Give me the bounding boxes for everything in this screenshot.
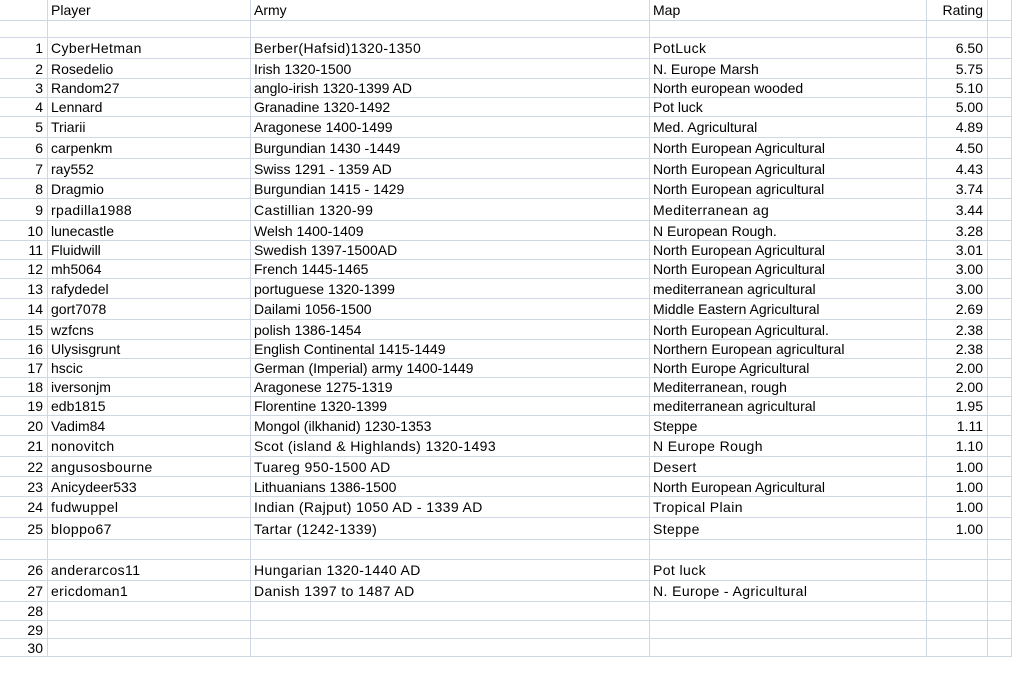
rating-cell[interactable]: 1.11 xyxy=(927,416,988,436)
table-row xyxy=(0,560,1012,581)
army-cell[interactable]: Tuareg 950-1500 AD xyxy=(251,457,650,477)
row-number[interactable]: 27 xyxy=(0,581,48,602)
rating-cell[interactable]: 5.10 xyxy=(927,79,988,98)
header-rating[interactable]: Rating xyxy=(927,0,988,21)
row-number[interactable] xyxy=(0,21,48,38)
empty-cell[interactable] xyxy=(988,477,1012,497)
army-cell[interactable]: Burgundian 1415 - 1429 xyxy=(251,179,650,199)
rating-cell[interactable]: 1.00 xyxy=(927,457,988,477)
army-cell[interactable]: Lithuanians 1386-1500 xyxy=(251,477,650,497)
map-cell[interactable]: Med. Agricultural xyxy=(650,117,927,138)
army-cell[interactable] xyxy=(251,602,650,621)
player-cell[interactable]: Fluidwill xyxy=(48,241,251,260)
map-cell[interactable]: Tropical Plain xyxy=(650,497,927,518)
rating-cell[interactable]: 1.10 xyxy=(927,436,988,457)
empty-cell[interactable] xyxy=(988,79,1012,98)
player-cell[interactable]: hscic xyxy=(48,359,251,378)
player-cell[interactable]: iversonjm xyxy=(48,378,251,397)
army-cell[interactable]: Aragonese 1400-1499 xyxy=(251,117,650,138)
player-cell[interactable]: Triarii xyxy=(48,117,251,138)
row-number[interactable]: 26 xyxy=(0,560,48,581)
army-cell[interactable]: Florentine 1320-1399 xyxy=(251,397,650,416)
map-cell[interactable]: Desert xyxy=(650,457,927,477)
row-number[interactable]: 12 xyxy=(0,260,48,279)
map-cell[interactable]: N. Europe Marsh xyxy=(650,59,927,79)
empty-cell[interactable] xyxy=(988,299,1012,320)
row-number[interactable]: 23 xyxy=(0,477,48,497)
map-cell[interactable]: Pot luck xyxy=(650,98,927,117)
table-row xyxy=(0,21,1012,38)
row-number[interactable]: 16 xyxy=(0,340,48,359)
map-cell[interactable] xyxy=(650,21,927,38)
player-cell[interactable] xyxy=(48,21,251,38)
row-number[interactable]: 18 xyxy=(0,378,48,397)
table-row xyxy=(0,359,1012,378)
empty-cell[interactable] xyxy=(988,497,1012,518)
empty-cell[interactable] xyxy=(988,639,1012,657)
player-cell[interactable]: Lennard xyxy=(48,98,251,117)
table-row xyxy=(0,138,1012,159)
player-cell[interactable]: Dragmio xyxy=(48,179,251,199)
empty-cell[interactable] xyxy=(988,320,1012,340)
row-number[interactable] xyxy=(0,540,48,560)
empty-cell[interactable] xyxy=(988,221,1012,241)
row-number[interactable]: 30 xyxy=(0,639,48,657)
row-number[interactable]: 17 xyxy=(0,359,48,378)
army-cell[interactable]: portuguese 1320-1399 xyxy=(251,279,650,299)
player-cell[interactable]: edb1815 xyxy=(48,397,251,416)
player-cell[interactable] xyxy=(48,540,251,560)
player-cell[interactable]: Ulysisgrunt xyxy=(48,340,251,359)
row-number[interactable]: 1 xyxy=(0,38,48,59)
rating-cell[interactable]: 2.69 xyxy=(927,299,988,320)
player-cell[interactable]: bloppo67 xyxy=(48,518,251,540)
row-number[interactable]: 22 xyxy=(0,457,48,477)
player-cell[interactable]: rpadilla1988 xyxy=(48,199,251,221)
row-number[interactable]: 5 xyxy=(0,117,48,138)
table-row xyxy=(0,518,1012,540)
table-row xyxy=(0,436,1012,457)
rating-cell[interactable]: 3.00 xyxy=(927,260,988,279)
player-cell[interactable] xyxy=(48,639,251,657)
army-cell[interactable]: Danish 1397 to 1487 AD xyxy=(251,581,650,602)
empty-cell[interactable] xyxy=(988,359,1012,378)
table-row xyxy=(0,581,1012,602)
rating-cell[interactable]: 3.00 xyxy=(927,279,988,299)
empty-cell[interactable] xyxy=(988,540,1012,560)
map-cell[interactable]: N Europe Rough xyxy=(650,436,927,457)
map-cell[interactable]: Pot luck xyxy=(650,560,927,581)
rating-cell[interactable]: 2.38 xyxy=(927,320,988,340)
map-cell[interactable] xyxy=(650,621,927,639)
army-cell[interactable]: Irish 1320-1500 xyxy=(251,59,650,79)
header-row xyxy=(0,0,1012,21)
player-cell[interactable]: anderarcos11 xyxy=(48,560,251,581)
army-cell[interactable]: polish 1386-1454 xyxy=(251,320,650,340)
map-cell[interactable]: North European Agricultural xyxy=(650,241,927,260)
rating-cell[interactable] xyxy=(927,581,988,602)
header-army[interactable]: Army xyxy=(251,0,650,21)
army-cell[interactable]: English Continental 1415-1449 xyxy=(251,340,650,359)
rating-cell[interactable]: 2.38 xyxy=(927,340,988,359)
table-row xyxy=(0,378,1012,397)
army-cell[interactable] xyxy=(251,21,650,38)
row-number[interactable]: 9 xyxy=(0,199,48,221)
rating-cell[interactable]: 2.00 xyxy=(927,378,988,397)
map-cell[interactable]: mediterranean agricultural xyxy=(650,397,927,416)
row-number[interactable]: 20 xyxy=(0,416,48,436)
empty-cell[interactable] xyxy=(988,397,1012,416)
empty-cell[interactable] xyxy=(988,378,1012,397)
table-row xyxy=(0,397,1012,416)
map-cell[interactable]: PotLuck xyxy=(650,38,927,59)
rating-cell[interactable]: 3.01 xyxy=(927,241,988,260)
empty-cell[interactable] xyxy=(988,199,1012,221)
map-cell[interactable]: Northern European agricultural xyxy=(650,340,927,359)
table-row xyxy=(0,279,1012,299)
table-row xyxy=(0,497,1012,518)
table-row xyxy=(0,98,1012,117)
row-number[interactable]: 14 xyxy=(0,299,48,320)
map-cell[interactable]: North European agricultural xyxy=(650,179,927,199)
table-row xyxy=(0,159,1012,179)
empty-cell[interactable] xyxy=(988,581,1012,602)
row-number[interactable]: 19 xyxy=(0,397,48,416)
rating-cell[interactable]: 1.00 xyxy=(927,518,988,540)
empty-cell[interactable] xyxy=(988,59,1012,79)
map-cell[interactable]: North European Agricultural. xyxy=(650,320,927,340)
rating-cell[interactable]: 3.28 xyxy=(927,221,988,241)
map-cell[interactable]: North european wooded xyxy=(650,79,927,98)
table-row xyxy=(0,639,1012,657)
map-cell[interactable]: N European Rough. xyxy=(650,221,927,241)
row-number[interactable]: 25 xyxy=(0,518,48,540)
army-cell[interactable]: Castillian 1320-99 xyxy=(251,199,650,221)
army-cell[interactable]: Scot (island & Highlands) 1320-1493 xyxy=(251,436,650,457)
player-cell[interactable]: carpenkm xyxy=(48,138,251,159)
empty-cell[interactable] xyxy=(988,279,1012,299)
army-cell[interactable]: Hungarian 1320-1440 AD xyxy=(251,560,650,581)
row-number[interactable]: 15 xyxy=(0,320,48,340)
army-cell[interactable] xyxy=(251,639,650,657)
table-row xyxy=(0,260,1012,279)
table-row xyxy=(0,621,1012,639)
army-cell[interactable]: Dailami 1056-1500 xyxy=(251,299,650,320)
map-cell[interactable]: mediterranean agricultural xyxy=(650,279,927,299)
player-cell[interactable]: Vadim84 xyxy=(48,416,251,436)
rating-cell[interactable]: 1.00 xyxy=(927,497,988,518)
player-cell[interactable]: Anicydeer533 xyxy=(48,477,251,497)
map-cell[interactable]: North European Agricultural xyxy=(650,138,927,159)
empty-cell[interactable] xyxy=(988,416,1012,436)
empty-cell[interactable] xyxy=(988,621,1012,639)
table-row xyxy=(0,299,1012,320)
army-cell[interactable]: German (Imperial) army 1400-1449 xyxy=(251,359,650,378)
army-cell[interactable]: Burgundian 1430 -1449 xyxy=(251,138,650,159)
table-row xyxy=(0,38,1012,59)
army-cell[interactable]: Tartar (1242-1339) xyxy=(251,518,650,540)
empty-cell[interactable] xyxy=(988,98,1012,117)
rating-cell[interactable]: 6.50 xyxy=(927,38,988,59)
player-cell[interactable]: gort7078 xyxy=(48,299,251,320)
row-number[interactable]: 13 xyxy=(0,279,48,299)
row-number[interactable]: 21 xyxy=(0,436,48,457)
rating-cell[interactable]: 1.95 xyxy=(927,397,988,416)
player-cell[interactable]: rafydedel xyxy=(48,279,251,299)
army-cell[interactable]: Indian (Rajput) 1050 AD - 1339 AD xyxy=(251,497,650,518)
map-cell[interactable]: Steppe xyxy=(650,518,927,540)
row-number[interactable]: 29 xyxy=(0,621,48,639)
map-cell[interactable]: Mediterranean ag xyxy=(650,199,927,221)
map-cell[interactable]: North Europe Agricultural xyxy=(650,359,927,378)
map-cell[interactable] xyxy=(650,540,927,560)
player-cell[interactable]: Random27 xyxy=(48,79,251,98)
rating-cell[interactable]: 3.44 xyxy=(927,199,988,221)
header-map[interactable]: Map xyxy=(650,0,927,21)
player-cell[interactable]: wzfcns xyxy=(48,320,251,340)
row-number[interactable]: 4 xyxy=(0,98,48,117)
row-number[interactable]: 7 xyxy=(0,159,48,179)
empty-cell[interactable] xyxy=(988,457,1012,477)
row-number[interactable]: 10 xyxy=(0,221,48,241)
army-cell[interactable]: Swiss 1291 - 1359 AD xyxy=(251,159,650,179)
player-cell[interactable]: fudwuppel xyxy=(48,497,251,518)
row-number[interactable]: 6 xyxy=(0,138,48,159)
rating-cell[interactable] xyxy=(927,560,988,581)
empty-cell[interactable] xyxy=(988,117,1012,138)
player-cell[interactable]: ray552 xyxy=(48,159,251,179)
army-cell[interactable]: Granadine 1320-1492 xyxy=(251,98,650,117)
empty-cell[interactable] xyxy=(988,260,1012,279)
rating-cell[interactable] xyxy=(927,639,988,657)
player-cell[interactable]: mh5064 xyxy=(48,260,251,279)
empty-cell[interactable] xyxy=(988,602,1012,621)
army-cell[interactable]: Swedish 1397-1500AD xyxy=(251,241,650,260)
empty-cell[interactable] xyxy=(988,38,1012,59)
empty-cell[interactable] xyxy=(988,560,1012,581)
table-row xyxy=(0,340,1012,359)
player-cell[interactable]: Rosedelio xyxy=(48,59,251,79)
player-cell[interactable]: CyberHetman xyxy=(48,38,251,59)
table-row xyxy=(0,540,1012,560)
empty-cell[interactable] xyxy=(988,138,1012,159)
table-row xyxy=(0,320,1012,340)
empty-cell[interactable] xyxy=(988,241,1012,260)
army-cell[interactable]: Aragonese 1275-1319 xyxy=(251,378,650,397)
rating-cell[interactable]: 5.75 xyxy=(927,59,988,79)
table-row xyxy=(0,241,1012,260)
rating-cell[interactable]: 3.74 xyxy=(927,179,988,199)
rating-cell[interactable]: 4.43 xyxy=(927,159,988,179)
table-row xyxy=(0,602,1012,621)
army-cell[interactable]: French 1445-1465 xyxy=(251,260,650,279)
army-cell[interactable] xyxy=(251,540,650,560)
map-cell[interactable]: Mediterranean, rough xyxy=(650,378,927,397)
header-player[interactable]: Player xyxy=(48,0,251,21)
army-cell[interactable]: Mongol (ilkhanid) 1230-1353 xyxy=(251,416,650,436)
player-cell[interactable]: ericdoman1 xyxy=(48,581,251,602)
map-cell[interactable]: North European Agricultural xyxy=(650,477,927,497)
empty-cell[interactable] xyxy=(988,159,1012,179)
player-cell[interactable] xyxy=(48,602,251,621)
table-row xyxy=(0,59,1012,79)
header-num[interactable] xyxy=(0,0,48,21)
empty-cell[interactable] xyxy=(988,518,1012,540)
map-cell[interactable]: North European Agricultural xyxy=(650,260,927,279)
row-number[interactable]: 3 xyxy=(0,79,48,98)
rating-cell[interactable] xyxy=(927,540,988,560)
map-cell[interactable] xyxy=(650,639,927,657)
table-row xyxy=(0,457,1012,477)
empty-cell[interactable] xyxy=(988,436,1012,457)
player-cell[interactable] xyxy=(48,621,251,639)
empty-cell[interactable] xyxy=(988,179,1012,199)
army-cell[interactable]: Berber(Hafsid)1320-1350 xyxy=(251,38,650,59)
map-cell[interactable]: N. Europe - Agricultural xyxy=(650,581,927,602)
row-number[interactable]: 8 xyxy=(0,179,48,199)
army-cell[interactable]: Welsh 1400-1409 xyxy=(251,221,650,241)
army-cell[interactable] xyxy=(251,621,650,639)
row-number[interactable]: 11 xyxy=(0,241,48,260)
map-cell[interactable]: Steppe xyxy=(650,416,927,436)
row-number[interactable]: 28 xyxy=(0,602,48,621)
rating-cell[interactable] xyxy=(927,21,988,38)
table-row xyxy=(0,179,1012,199)
empty-cell[interactable] xyxy=(988,21,1012,38)
map-cell[interactable]: North European Agricultural xyxy=(650,159,927,179)
table-row xyxy=(0,117,1012,138)
map-cell[interactable]: Middle Eastern Agricultural xyxy=(650,299,927,320)
player-cell[interactable]: lunecastle xyxy=(48,221,251,241)
player-cell[interactable]: angusosbourne xyxy=(48,457,251,477)
rating-cell[interactable] xyxy=(927,621,988,639)
rating-cell[interactable]: 1.00 xyxy=(927,477,988,497)
row-number[interactable]: 24 xyxy=(0,497,48,518)
row-number[interactable]: 2 xyxy=(0,59,48,79)
rating-cell[interactable]: 4.50 xyxy=(927,138,988,159)
table-row xyxy=(0,416,1012,436)
table-row xyxy=(0,79,1012,98)
map-cell[interactable] xyxy=(650,602,927,621)
rating-cell[interactable]: 5.00 xyxy=(927,98,988,117)
table-row xyxy=(0,199,1012,221)
player-cell[interactable]: nonovitch xyxy=(48,436,251,457)
rating-cell[interactable]: 4.89 xyxy=(927,117,988,138)
army-cell[interactable]: anglo-irish 1320-1399 AD xyxy=(251,79,650,98)
header-extra[interactable] xyxy=(988,0,1012,21)
rating-cell[interactable]: 2.00 xyxy=(927,359,988,378)
table-row xyxy=(0,221,1012,241)
table-row xyxy=(0,477,1012,497)
empty-cell[interactable] xyxy=(988,340,1012,359)
rating-cell[interactable] xyxy=(927,602,988,621)
